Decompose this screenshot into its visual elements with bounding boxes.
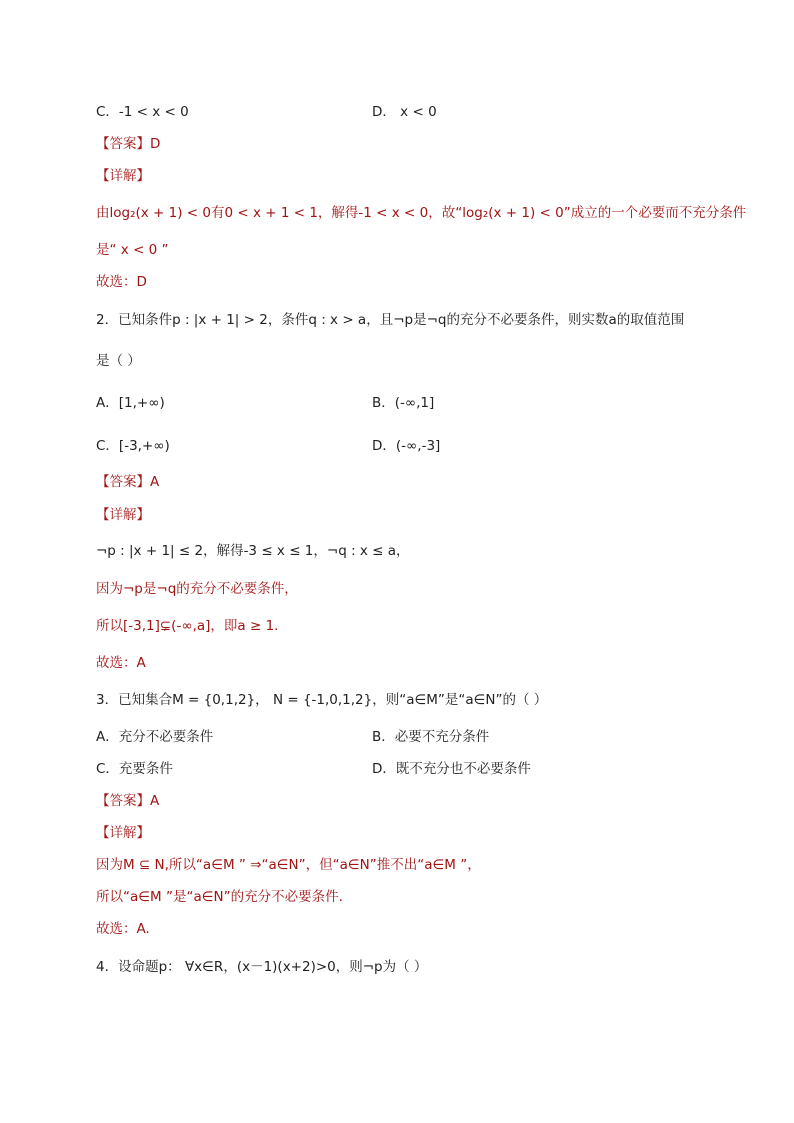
q1-answer [96,134,160,154]
answer-label: 【答案】 [96,136,150,152]
answer-value: A [150,474,160,490]
q3-conclusion: 故选：A. [96,921,150,937]
q2-conclusion: 故选：A [96,655,146,671]
q2-option-c: C．[-3,+∞) [96,438,170,454]
q2-stem-line2: 是（ ） [96,353,141,369]
q2-detail-line3: 所以[-3,1]⊊(-∞,a]，即a ≥ 1. [96,618,279,634]
q1-option-d: D． x < 0 [372,104,437,120]
q1-conclusion: 故选：D [96,274,147,290]
q1-detail-line1: 由log₂(x + 1) < 0有0 < x + 1 < 1，解得-1 < x < 0，故“log₂(x + 1) < 0”成立的一个必要而不充分条件 [96,205,747,221]
q4-stem: 4．设命题p： ∀x∈R，(x－1)(x+2)>0，则¬p为（ ） [96,959,428,975]
answer-value: A [150,793,160,809]
q3-option-a: A．充分不必要条件 [96,729,214,745]
q2-detail-line2: 因为¬p是¬q的充分不必要条件， [96,581,298,597]
q1-option-c: C．-1 < x < 0 [96,104,189,120]
q2-detail-label: 【详解】 [96,507,150,523]
q1-detail-line2: 是“ x < 0 ” [96,242,169,258]
answer-label: 【答案】 [96,474,150,490]
q3-option-c: C．充要条件 [96,761,173,777]
q3-detail-line1: 因为M ⊆ N,所以“a∈M ” ⇒“a∈N”，但“a∈N”推不出“a∈M ”， [96,857,481,873]
q3-option-d: D．既不充分也不必要条件 [372,761,531,777]
q3-answer [96,791,159,811]
q3-stem: 3．已知集合M = {0,1,2}， N = {-1,0,1,2}，则“a∈M”是“a∈N”的（ ） [96,692,548,708]
q3-detail-line2: 所以“a∈M ”是“a∈N”的充分不必要条件. [96,889,343,905]
q2-answer [96,472,159,492]
q2-detail-line1: ¬p : |x + 1| ≤ 2，解得-3 ≤ x ≤ 1，¬q : x ≤ a， [96,543,410,559]
q2-option-d: D．(-∞,-3] [372,438,441,454]
answer-label: 【答案】 [96,793,150,809]
q3-option-b: B．必要不充分条件 [372,729,490,745]
q1-detail-label: 【详解】 [96,168,150,184]
q3-detail-label: 【详解】 [96,825,150,841]
q2-option-a: A．[1,+∞) [96,395,165,411]
q2-option-b: B．(-∞,1] [372,395,435,411]
q2-stem-line1: 2．已知条件p : |x + 1| > 2，条件q : x > a，且¬p是¬q的充分不必要条件，则实数a的取值范围 [96,312,685,328]
answer-value: D [150,136,161,152]
